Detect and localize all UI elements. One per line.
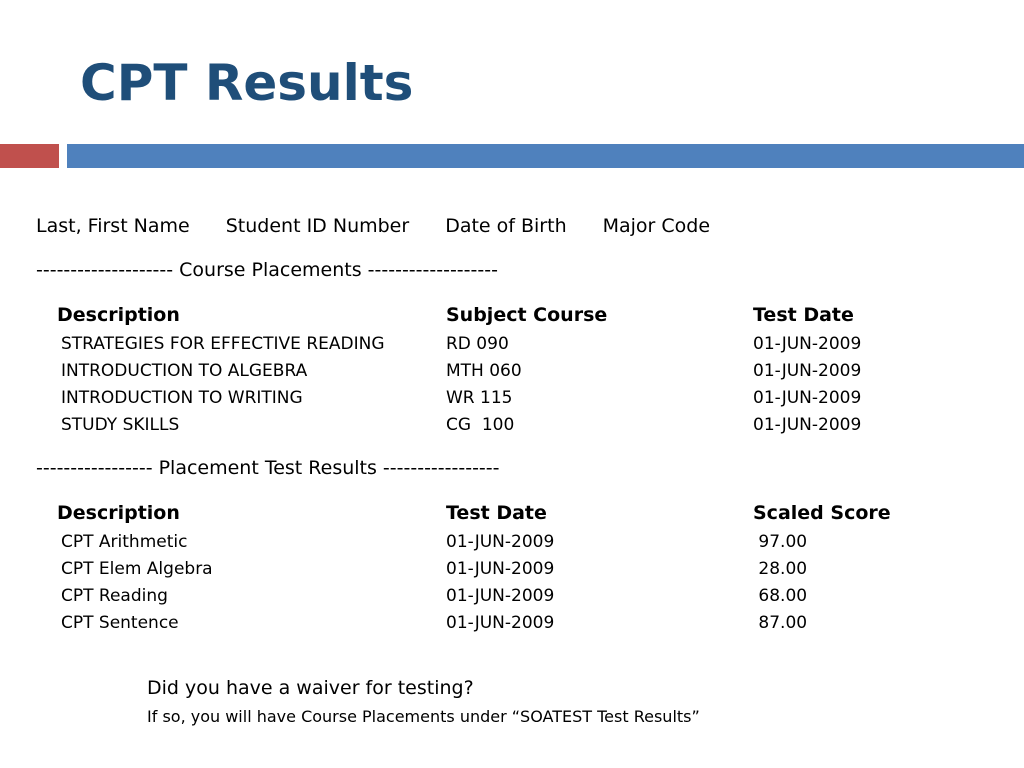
table-cell: MTH 060 bbox=[446, 361, 522, 381]
slide-title: CPT Results bbox=[80, 54, 414, 112]
table-cell: 01-JUN-2009 bbox=[753, 415, 862, 435]
table-cell: 01-JUN-2009 bbox=[753, 334, 862, 354]
course-placements-separator: -------------------- Course Placements ------------------- bbox=[36, 259, 498, 281]
column-header: Test Date bbox=[446, 502, 547, 524]
accent-bar-red bbox=[0, 144, 59, 168]
table-header-row bbox=[0, 302, 1024, 329]
table-cell: 01-JUN-2009 bbox=[446, 613, 555, 633]
table-row bbox=[0, 358, 1024, 385]
field-major-label: Major Code bbox=[602, 215, 711, 237]
table-cell: STRATEGIES FOR EFFECTIVE READING bbox=[61, 334, 385, 354]
table-cell: CPT Sentence bbox=[61, 613, 179, 633]
table-cell: INTRODUCTION TO WRITING bbox=[61, 388, 303, 408]
column-header: Subject Course bbox=[446, 304, 608, 326]
table-cell: WR 115 bbox=[446, 388, 513, 408]
field-student-id-label: Student ID Number bbox=[225, 215, 410, 237]
table-cell: 28.00 bbox=[753, 559, 808, 579]
placement-tests-separator: ----------------- Placement Test Results ----------------- bbox=[36, 457, 500, 479]
table-cell: 97.00 bbox=[753, 532, 808, 552]
table-cell: 01-JUN-2009 bbox=[446, 532, 555, 552]
table-header-row bbox=[0, 500, 1024, 527]
column-header: Description bbox=[57, 304, 180, 326]
table-cell: CPT Elem Algebra bbox=[61, 559, 213, 579]
waiver-detail: If so, you will have Course Placements under “SOATEST Test Results” bbox=[147, 707, 700, 726]
table-cell: 01-JUN-2009 bbox=[753, 388, 862, 408]
table-row bbox=[0, 331, 1024, 358]
table-row bbox=[0, 385, 1024, 412]
table-cell: RD 090 bbox=[446, 334, 509, 354]
column-header: Scaled Score bbox=[753, 502, 891, 524]
table-cell: CPT Reading bbox=[61, 586, 168, 606]
table-cell: 87.00 bbox=[753, 613, 808, 633]
waiver-question: Did you have a waiver for testing? bbox=[147, 677, 474, 699]
accent-bar-blue bbox=[67, 144, 1024, 168]
table-cell: CG 100 bbox=[446, 415, 515, 435]
field-dob-label: Date of Birth bbox=[445, 215, 567, 237]
table-cell: 01-JUN-2009 bbox=[446, 559, 555, 579]
table-cell: INTRODUCTION TO ALGEBRA bbox=[61, 361, 308, 381]
table-row bbox=[0, 556, 1024, 583]
table-cell: 01-JUN-2009 bbox=[446, 586, 555, 606]
table-cell: CPT Arithmetic bbox=[61, 532, 188, 552]
table-row bbox=[0, 412, 1024, 439]
field-name-label: Last, First Name bbox=[36, 215, 190, 237]
table-cell: 68.00 bbox=[753, 586, 808, 606]
record-header-fields bbox=[36, 214, 710, 238]
table-cell: STUDY SKILLS bbox=[61, 415, 180, 435]
column-header: Description bbox=[57, 502, 180, 524]
table-row bbox=[0, 529, 1024, 556]
column-header: Test Date bbox=[753, 304, 854, 326]
table-row bbox=[0, 583, 1024, 610]
table-row bbox=[0, 610, 1024, 637]
table-cell: 01-JUN-2009 bbox=[753, 361, 862, 381]
